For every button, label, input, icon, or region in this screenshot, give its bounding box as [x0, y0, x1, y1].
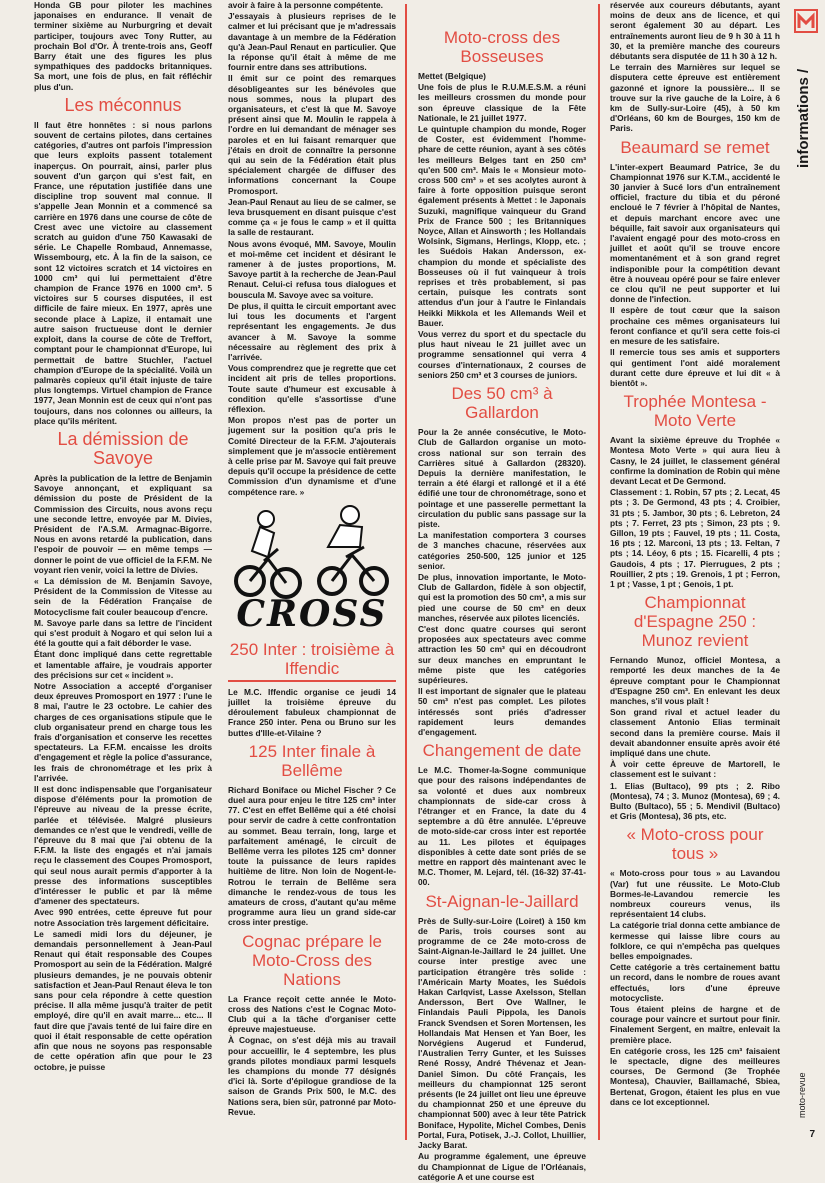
- headline-bosseuses: Moto-cross des Bosseuses: [443, 28, 561, 66]
- footer-label-text: moto-revue: [797, 1072, 807, 1118]
- article-paragraph: Mon propos n'est pas de porter un jugement sur la position qu'a pris le Comité Directeur de la F.F.M. J'ajouterais simplement que je m'associe entièrement à celle prise par M. Savoye qui fait preuve depuis qu'il occupe la présidence de cette Commission d'un dynamisme et d'une compétence rare. »: [228, 415, 396, 497]
- article-paragraph: Jean-Paul Renaut au lieu de se calmer, se leva brusquement en disant puisque c'est comme ça « je fous le camp » et il quitta la salle de restaurant.: [228, 196, 396, 238]
- article-paragraph: Pour la 2e année consécutive, le Moto-Club de Gallardon organise un moto-cross national sur son terrain des Carrières situé à Gallardon (28320). Depuis la dernière manifestation, le terrain a été élargi et rallongé et il a été édifié une tour de chronométrage, sono et pointage et une passerelle permettant la circulation du public sans passage sur la piste.: [418, 427, 586, 529]
- article-paragraph: Vous comprendrez que je regrette que cet incident ait pris de telles proportions. Toute saute d'humeur est excusable à condition qu'elle s'assortisse d'une réflexion.: [228, 363, 396, 414]
- headline-meconnus: Les méconnus: [64, 94, 182, 115]
- article-paragraph: réservée aux coureurs débutants, ayant moins de deux ans de licence, et qui seront également 30 au départ. Les entraînements auront lieu de 9 h 30 à 11 h 30, et la première manche des coureurs débutants sera disputée de 11 h 30 à 12 h.: [610, 0, 780, 62]
- section-label: [793, 28, 819, 168]
- headline-changement: Changement de date: [422, 741, 582, 761]
- cross-wordmark: CROSS: [236, 592, 388, 635]
- article-paragraph: Son grand rival et actuel leader du classement Antonio Elias terminait second dans la première course. Mais il devait abandonner ensuite après avoir été impliqué dans une chute.: [610, 707, 780, 758]
- article-paragraph: Il remercie tous ses amis et supporters qui gentiment l'ont aidé moralement durant cette dure épreuve et lui dit « à bientôt ».: [610, 347, 780, 388]
- article-paragraph: J'essayais à plusieurs reprises de le calmer et lui précisant que je m'adressais davantage à un membre de la Fédération qu'à Jean-Paul Renaut en particulier. Que la réponse qu'il était à même de me fournir entre dans ses attributions.: [228, 11, 396, 73]
- headline-beaumard: Beaumard se remet: [620, 137, 770, 157]
- article-paragraph: M. Savoye parle dans sa lettre de l'incident qui s'est produit à Nogaro et qui selon lui a été la goutte qui a fait déborder le vase.: [34, 617, 212, 649]
- article-paragraph: La manifestation comportera 3 courses de 3 manches chacune, réservées aux catégories 250-500, 125 junior et 125 senior.: [418, 530, 586, 571]
- article-paragraph: Le terrain des Marnières sur lequel se disputera cette épreuve est entièrement gazonné et ignore la poussière... Il se trouve sur la rive gauche de la Loire, à 6 km de Sully-sur-Loire (45), à 50 km d'Orléans, 60 km de Bourges, 150 km de Paris.: [610, 62, 780, 134]
- article-paragraph: Il espère de tout cœur que la saison prochaine ces mêmes organisateurs lui feront confiance et qu'il sera cette fois-ci en mesure de les satisfaire.: [610, 305, 780, 347]
- article-paragraph: 1. Elias (Bultaco), 99 pts ; 2. Ribo (Montesa), 74 ; 3. Munoz (Montesa), 69 ; 4. Bulto (Bultaco), 55 ; 5. Mendivil (Bultaco) et Gris (Montesa), 36 pts, etc.: [610, 780, 780, 822]
- article-paragraph: Il faut être honnêtes : si nous parlons souvent de certains pilotes, dans certaines catégories, d'autres ont parfois l'impression que leurs exploits passent totalement inaperçus. On pourrait, ainsi, parler plus souvent d'un garçon qui s'est fait, en France, une réputation justifiée dans une discipline trop souvent mal connue. Il s'appelle Jean Monnin et a commencé sa carrière en 1976 dans une course de côte de Crest avec une victoire au classement scratch au guidon d'une 750 Kawasaki de série. Le Chapelle Rombaud, Annemasse, Wissembourg, etc. À la fin de la saison, ce sont 12 victoires scratch et 14 victoires en 1000 cm³ qui lui permettaient d'être champion de France 1976 en 1000 cm³. 5 victoires sur 5 courses disputées, il est difficile de faire mieux. En 1977, après une seconde place à Lapize, il entamait une autre saison fructueuse dont le dernier exploit, dans la course de côte de Treffort, comptant pour le championnat d'Europe, lui permettait de battre Stuchler, l'actuel champion d'Europe de la spécialité. Voilà un palmarès copieux qu'il était injuste de taire plus longtemps. Virtuel champion de France 1977, Jean Monnin est de ceux qui n'ont pas toujours, dans nos colonnes ou ailleurs, la place qu'ils méritent.: [34, 119, 212, 426]
- article-paragraph: Le M.C. Iffendic organise ce jeudi 14 juillet la troisième épreuve du déroulement fabuleux championnat de France 250 inter. Pena ou Bruno sur les buttes d'Ille-et-Vilaine ?: [228, 686, 396, 738]
- column-2: [228, 0, 396, 1118]
- article-paragraph: Richard Boniface ou Michel Fischer ? Ce duel aura pour enjeu le titre 125 cm³ inter 77. C'est en effet Bellême qui a été choisi pour servir de cadre à cette confrontation au sommet. Beau terrain, long, large et parfaitement aménagé, le circuit de Bellême verra les pilotes 125 cm³ donner toute la puissance de leurs rapides huitième de litre. Non loin de Nogent-le-Rotrou le terrain de Bellême sera dimanche le rendez-vous de tous les amateurs de cross, d'autant qu'au même programme aura lieu un grand side-car cross inter prestige.: [228, 784, 396, 928]
- headline-cognac: Cognac prépare le Moto-Cross des Nations: [242, 931, 382, 989]
- article-paragraph: L'inter-expert Beaumard Patrice, 3e du Championnat 1976 sur K.T.M., accidenté le 30 janvier à Sucé lors d'un entraînement officiel, fracture du tibia et du péroné encloué le 7 février à l'hôpital de Nantes, et depuis marchant encore avec une béquille, fait savoir aux organisateurs qui l'avaient engagé pour des moto-cross en juillet et août qu'il se trouve encore momentanément et à son grand regret indisponible pour la compétition devant être à nouveau opéré pour se faire enlever ce clou qu'il ne peut supporter et lui donne de l'infection.: [610, 161, 780, 305]
- article-paragraph: Près de Sully-sur-Loire (Loiret) à 150 km de Paris, trois courses sont au programme de ce 24e moto-cross de Saint-Aignan-le-Jaillard le 24 juillet. Une course inter prestige avec une participation étrangère très solide : l'Américain Marty Moates, les Suédois Hakan Carlqvist, Lasse Axelsson, Stellan Andersson, Bert Ove Wallner, le Finlandais Pauli Pippola, les Danois Franck Svendsen et Soren Mortensen, les Hollandais Mat Hensen et Yan Boer, les Norvégiens Augerud et Funderud, l'Australien Terry Gunter, et les Suisses René Rossy, André Thévenaz et Jean-Daniel Simon. Du côté Français, les meilleurs du championnat 125 seront présents (le 24 juillet ont lieu une épreuve du championnat 250 et une épreuve du championnat 500) avec à leur tête Patrick Boniface, Hypolite, Michel Combes, Denis Portal, Fura, Potisek, J.-J. Collot, Lhuillier, Jacky Barat.: [418, 915, 586, 1151]
- column-divider: [598, 4, 600, 1140]
- article-subheading: Mettet (Belgique): [418, 71, 486, 81]
- footer-label: [797, 1058, 817, 1128]
- article-paragraph: Après la publication de la lettre de Benjamin Savoye annonçant, et expliquant sa démission du poste de Président de la Commission des Circuits, nous avons reçu une seconde lettre, envoyée par M. Divies, Président de l'A.S.M. Armagnac-Bigorre. Nous en avons retardé la publication, dans l'espoir de pouvoir — en même temps — donner le point de vue officiel de la F.F.M. Ne voyant rien venir, voici la lettre de Divies.: [34, 472, 212, 575]
- headline-gallardon: Des 50 cm³ à Gallardon: [451, 384, 553, 423]
- column-divider: [405, 4, 407, 1140]
- article-paragraph: « La démission de M. Benjamin Savoye, Président de la Commission de Vitesse au sein de la Fédération Française de Motocyclisme fait couler beaucoup d'encre.: [34, 575, 212, 617]
- section-label-text: informations /: [795, 68, 812, 168]
- article-paragraph: De plus, innovation importante, le Moto-Club de Gallardon, fidèle à son objectif, qui est la promotion des 50 cm³, a mis sur pied une course de 50 cm³ en deux manches, réservée aux pilotes licenciés.: [418, 571, 586, 623]
- article-paragraph: Une fois de plus le R.U.M.E.S.M. a réuni les meilleurs crossmen du monde pour son épreuve classique de la Fête Nationale, le 21 juillet 1977.: [418, 82, 586, 123]
- headline-demission: La démission de Savoye: [57, 428, 189, 468]
- column-3: [418, 0, 586, 1183]
- article-paragraph: Avec 990 entrées, cette épreuve fut pour notre Association très largement déficitaire.: [34, 907, 212, 928]
- article-paragraph: Étant donc impliqué dans cette regrettable et lamentable affaire, je voudrais apporter des précisions sur cet « incident ».: [34, 649, 212, 680]
- article-paragraph: « Moto-cross pour tous » au Lavandou (Var) fut une réussite. Le Moto-Club Bormes-le-Lavandou remercie les nombreux coureurs venus, ils représentaient 14 clubs.: [610, 868, 780, 920]
- article-paragraph: La France reçoit cette année le Moto-cross des Nations c'est le Cognac Moto-Club qui a la tâche d'organiser cette épreuve majestueuse.: [228, 993, 396, 1035]
- article-paragraph: Nous avons évoqué, MM. Savoye, Moulin et moi-même cet incident et désirant le ramener à de justes proportions, M. Savoye partit à la recherche de Jean-Paul Renaut. Celui-ci refusa tous dialogues et bouscula M. Savoye avec sa voiture.: [228, 238, 396, 300]
- cross-illustration: [228, 501, 396, 636]
- headline-espagne: Championnat d'Espagne 250 : Munoz revient: [633, 593, 757, 651]
- column-4: [610, 0, 780, 1108]
- headline-ifendic: 250 Inter : troisième à Iffendic: [228, 640, 396, 682]
- article-paragraph: De plus, il quitta le circuit emportant avec lui tous les documents et l'argent représentant les engagements. Je dus avancer à M. Savoye la somme nécessaire au règlement des prix à l'arrivée.: [228, 300, 396, 362]
- headline-pourtous: « Moto-cross pour tous »: [626, 825, 764, 864]
- column-1: [34, 0, 212, 1073]
- article-paragraph: Le quintuple champion du monde, Roger de Coster, est évidemment l'homme-phare de cette réunion, ayant à ses côtés les meilleurs Belges tant en 250 cm³ qu'en 500 cm³. Mais le « Monsieur moto-cross 500 cm³ » et ses acolytes auront à faire à forte opposition puisque seront également présents à Mettet : le Japonais Suzuki, magnifique vainqueur du Grand Prix de France 500 ; les Britanniques Noyce, Allan et Ainsworth ; les Hollandais Wolsink, Sigmans, Herlings, Klopp, etc. ; les Suédois Hakan Andersson, ex-champion du monde et spécialiste des Bosseuses où il fut vainqueur à trois reprises et très probablement, si pas certain, puisque les contrats sont attendus d'un jour à l'autre le Finlandais Heikki Mikkola et les Allemands Weil et Bauer.: [418, 124, 586, 328]
- article-paragraph: Honda GB pour piloter les machines japonaises en endurance. Il venait de terminer sixième au Nurburgring et devait participer, toujours avec Tony Rutter, au prochain Bol d'Or. À trente-trois ans, Geoff Barry était une des figures les plus sympathiques des paddocks britanniques. Sa mort, une fois de plus, en fait réfléchir plus d'un.: [34, 0, 212, 92]
- article-paragraph: Fernando Munoz, officiel Montesa, a remporté les deux manches de la 4e épreuve comptant pour le Championnat d'Espagne 250 cm³. En enlevant les deux manches, s'il vous plaît !: [610, 655, 780, 706]
- article-paragraph: Avant la sixième épreuve du Trophée « Montesa Moto Verte » qui aura lieu à Casny, le 24 juillet, le classement général confirme la domination de Robin qui mène devant Lecat et De Germond.: [610, 435, 780, 486]
- article-paragraph: avoir à faire à la personne compétente.: [228, 0, 383, 10]
- article-paragraph: Vous verrez du sport et du spectacle du plus haut niveau le 21 juillet avec un programme sensationnel qui verra 4 courses d'internationaux, 2 courses de seniors 250 cm³ et 3 courses de juniors.: [418, 329, 586, 380]
- headline-belleme: 125 Inter finale à Bellême: [248, 741, 376, 780]
- article-paragraph: À Cognac, on s'est déjà mis au travail pour accueillir, le 4 septembre, les plus grands pilotes mondiaux parmi lesquels les champions du monde 77 désignés d'ici là. Sorte d'épilogue grandiose de la saison de Grands Prix 500, le M.C. des Nations sera, bien sûr, patronné par Moto-Revue.: [228, 1035, 396, 1117]
- article-paragraph: Il est donc indispensable que l'organisateur dispose d'éléments pour la promotion de l'épreuve au niveau de la presse écrite, parlée et télévisée. Malgré plusieurs demandes ce n'est que le vendredi, veille de l'épreuve du 8 mai que j'ai obtenu de la F.F.M. la liste des engagés et n'ai jamais reçu le classement des Coupes Promosport, qui seul nous aurait permis d'apporter à la presse des informations susceptibles d'intéresser le public et par là même d'amener des spectateurs.: [34, 784, 212, 907]
- article-paragraph: Cette catégorie a très certainement battu un record, dans le nombre de roues avant effectués, lors d'une épreuve motocycliste.: [610, 962, 780, 1003]
- article-paragraph: Classement : 1. Robin, 57 pts ; 2. Lecat, 45 pts ; 3. De Germond, 43 pts ; 4. Croibier, 31 pts ; 5. Jambor, 30 pts ; 6. Lebreton, 24 pts ; 7. Ferret, 23 pts ; Simon, 23 pts ; 9. Gillon, 19 pts ; Fauvel, 19 pts ; 11. Costa, 16 pts ; 12. Marconi, 13 pts ; 13. Feltan, 7 pts ; 14. Léoy, 6 pts ; 15. Ficarelli, 4 pts ; Gaudois, 4 pts ; 17. Pierrugues, 2 pts ; Rouillier, 2 pts ; 19. Grenois, 1 pt ; Ferron, 1 pt ; Vasse, 1 pt ; Genois, 1 pt.: [610, 487, 780, 589]
- article-paragraph: Il émit sur ce point des remarques désobligeantes sur les bénévoles que nous sommes, nous la plupart des organisateurs, et c'est là que M. Savoye présent ainsi que M. Moulin le rappela à l'ordre en lui demandant de ménager ses paroles et en lui faisant remarquer que j'étais en droit de connaître la personne qui au sein de la Fédération était plus spécialement chargée de diffuser des informations concernant la Coupe Promosport.: [228, 73, 396, 196]
- article-paragraph: À voir cette épreuve de Martorell, le classement est le suivant :: [610, 759, 780, 780]
- article-paragraph: Tous étaient pleins de hargne et de courage pour vaincre et surtout pour finir. Finalement Sergent, en maître, enlevait la première place.: [610, 1004, 780, 1045]
- article-paragraph: Au programme également, une épreuve du Championnat de Ligue de l'Orléanais, catégorie A et une course est: [418, 1151, 586, 1182]
- article-paragraph: La catégorie trial donna cette ambiance de kermesse qui laisse libre cours au folklore, ce qui n'empêcha pas quelques belles empoignades.: [610, 920, 780, 962]
- article-paragraph: Le samedi midi lors du déjeuner, je demandais personnellement à Jean-Paul Renaut qui était responsable des Coupes Promosport au sein de la Fédération. Malgré plusieurs demandes, je ne pouvais obtenir satisfaction et Jean-Paul Renaut éleva le ton sans pour cela répondre à cette question précise. Il alla même jusqu'à traiter de petit employé, dire qu'il en avait marre... etc... Il faut dire que j'avais tenté de lui faire dire en quoi il était responsable de cette opération afin que nous ne soyons pas responsable de cette opération afin que pour le 23 octobre, je puisse: [34, 928, 212, 1072]
- article-paragraph: C'est donc quatre courses qui seront proposées aux spectateurs avec comme attraction les 50 cm³ qui en découdront sur deux manches en empruntant le même piste que les catégories supérieures.: [418, 623, 586, 685]
- article-paragraph: Le M.C. Thomer-la-Sogne communique que pour des raisons indépendantes de sa volonté et dues aux nombreux championnats de side-car cross à l'étranger et en France, la date du 4 septembre a dû être annulée. L'épreuve de moto-side-car cross inter est reportée au 11. Les pilotes et équipages disponibles à cette date sont priés de se mettre en rapport dès maintenant avec le M.C. Thomer, M. Lejard, tél. (16-32) 37-41-00.: [418, 765, 586, 888]
- article-paragraph: Notre Association a accepté d'organiser deux épreuves Promosport en 1977 : l'une le 8 mai, l'autre le 23 octobre. Le cahier des charges de ces organisations stipule que le club organisateur prend en charge tous les frais d'organisation et conserve les recettes spectateurs. La F.F.M. encaisse les droits d'engagement et règle la police d'assurance, les frais de chronométrage et les prix à l'arrivée.: [34, 680, 212, 783]
- page-number: 7: [809, 1129, 815, 1140]
- article-paragraph: En catégorie cross, les 125 cm³ faisaient le spectacle, digne des meilleures courses, De Germond (3e Trophée Montesa), Chauvier, Baillamaché, Sbiea, Bertenat, Grogon, étaient les plus en vue dans ce lot exceptionnel.: [610, 1045, 780, 1107]
- headline-trophee: Trophée Montesa - Moto Verte: [623, 392, 767, 431]
- headline-aignan: St-Aignan-le-Jaillard: [425, 891, 579, 911]
- article-paragraph: Il est important de signaler que le plateau 50 cm³ n'est pas complet. Les pilotes intéressés sont priés d'adresser rapidement leurs demandes d'engagement.: [418, 686, 586, 737]
